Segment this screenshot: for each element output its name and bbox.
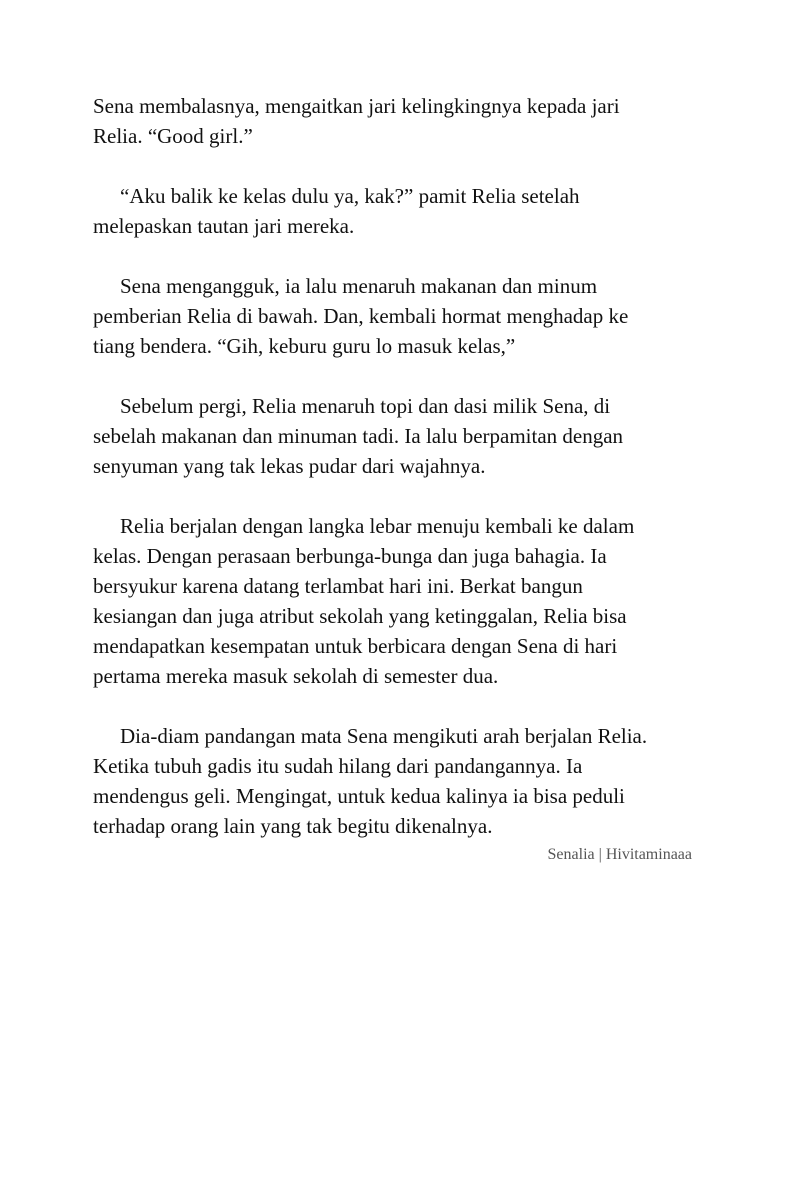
text-line: Sena mengangguk, ia lalu menaruh makanan dan minum [120,274,598,298]
paragraph [93,181,733,241]
paragraph [93,391,733,481]
text-line: pertama mereka masuk sekolah di semester dua. [93,664,499,688]
text-line: melepaskan tautan jari mereka. [93,214,355,238]
text-line: sebelah makanan dan minuman tadi. Ia lalu berpamitan dengan [93,424,624,448]
paragraph [93,721,733,841]
text-line: pemberian Relia di bawah. Dan, kembali hormat menghadap ke [93,304,629,328]
text-line: senyuman yang tak lekas pudar dari wajahnya. [93,454,486,478]
story-text [93,91,733,871]
text-line: Sebelum pergi, Relia menaruh topi dan dasi milik Sena, di [120,394,611,418]
paragraph [93,91,733,151]
page-footer: Senalia | Hivitaminaaa [547,846,692,863]
text-line: “Aku balik ke kelas dulu ya, kak?” pamit Relia setelah [120,184,580,208]
text-line: kelas. Dengan perasaan berbunga-bunga dan juga bahagia. Ia [93,544,607,568]
text-line: terhadap orang lain yang tak begitu dikenalnya. [93,814,493,838]
paragraph [93,511,733,691]
text-line: Ketika tubuh gadis itu sudah hilang dari pandangannya. Ia [93,754,583,778]
text-line: Dia-diam pandangan mata Sena mengikuti arah berjalan Relia. [120,724,648,748]
text-line: mendengus geli. Mengingat, untuk kedua kalinya ia bisa peduli [93,784,625,808]
text-line: bersyukur karena datang terlambat hari ini. Berkat bangun [93,574,583,598]
text-line: mendapatkan kesempatan untuk berbicara dengan Sena di hari [93,634,618,658]
text-line: tiang bendera. “Gih, keburu guru lo masuk kelas,” [93,334,516,358]
text-line: Relia berjalan dengan langka lebar menuju kembali ke dalam [120,514,635,538]
text-line: kesiangan dan juga atribut sekolah yang ketinggalan, Relia bisa [93,604,627,628]
text-line: Sena membalasnya, mengaitkan jari kelingkingnya kepada jari [93,94,620,118]
paragraph [93,271,733,361]
text-line: Relia. “Good girl.” [93,124,253,148]
